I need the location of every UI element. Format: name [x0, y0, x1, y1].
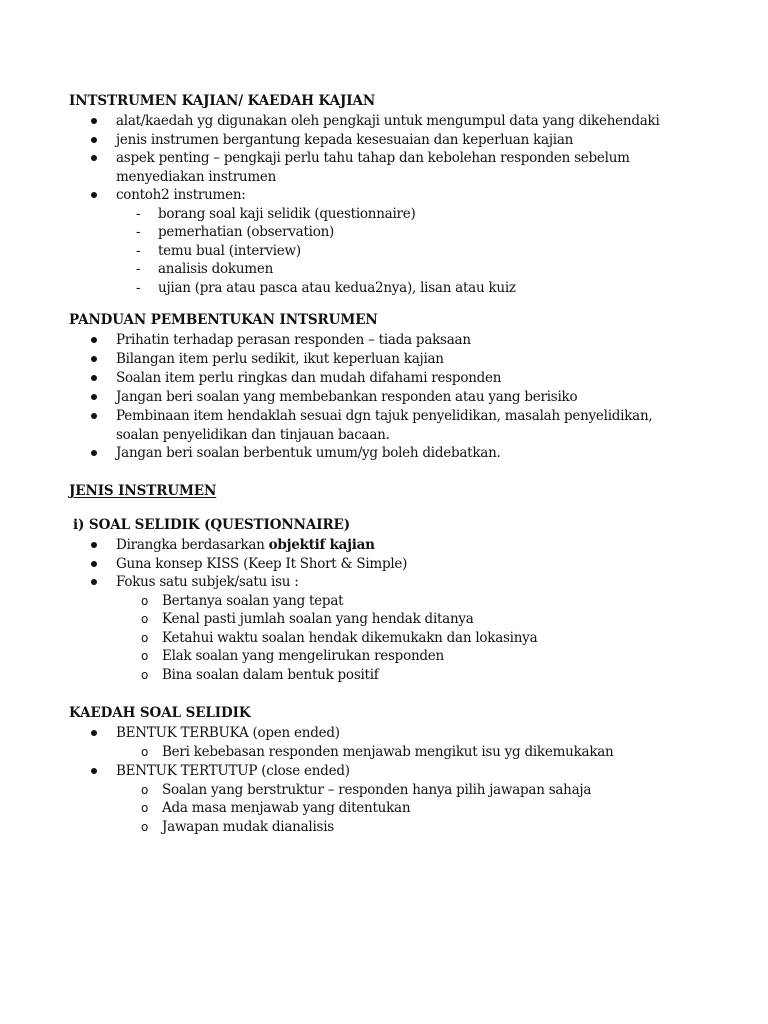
circle-marker: o: [141, 801, 149, 815]
circle-marker: o: [141, 782, 149, 797]
sublist-item: o Ada masa menjawab yang ditentukan: [141, 800, 411, 816]
sublist-item: o Elak soalan yang mengelirukan responden: [141, 648, 444, 664]
bullet-icon: [91, 337, 97, 343]
list-item: Guna konsep KISS (Keep It Short & Simple): [0, 555, 676, 574]
list-item: Pembinaan item hendaklah sesuai dgn tajuk penyelidikan, masalah penyelidikan, soalan penyelidikan dan tinjauan bacaan.: [0, 407, 676, 444]
bullet-icon: [91, 394, 97, 400]
sublist-item: o Kenal pasti jumlah soalan yang hendak ditanya: [141, 611, 474, 627]
list-item: contoh2 instrumen: - borang soal kaji selidik (questionnaire) - pemerhatian (observation) - temu bual (interview) - analisis dokumen - ujian (pra atau pasca atau kedua2nya), lisan atau kuiz: [0, 186, 676, 297]
bullet-icon: [91, 561, 97, 567]
sublist-item: o Ketahui waktu soalan hendak dikemukakn dan lokasinya: [141, 629, 538, 646]
circle-marker: o: [141, 744, 149, 759]
sublist-item: o Bina soalan dalam bentuk positif: [141, 666, 379, 683]
list-item: Fokus satu subjek/satu isu : o Bertanya soalan yang tepat o Kenal pasti jumlah soalan yang hendak ditanya o Ketahui waktu soalan hendak dikemukakn dan lokasinya o Elak soalan yang mengelirukan responden o Bina soalan dalam bentuk positif: [0, 573, 676, 684]
circle-marker: o: [141, 630, 149, 645]
sublist-item: o Soalan yang berstruktur – responden hanya pilih jawapan sahaja: [141, 781, 592, 798]
dash-marker: -: [136, 242, 141, 259]
heading-soal-selidik: i) SOAL SELIDIK (QUESTIONNAIRE): [73, 517, 351, 533]
circle-marker: o: [141, 593, 149, 608]
sublist-item: - temu bual (interview): [136, 242, 301, 259]
bullet-icon: [91, 155, 97, 161]
sublist-item: o Jawapan mudak dianalisis: [141, 818, 334, 835]
bullet-icon: [91, 542, 97, 548]
bullet-icon: [91, 118, 97, 124]
sublist-item: - borang soal kaji selidik (questionnaire): [136, 205, 416, 222]
bullet-icon: [91, 356, 97, 362]
list-item: BENTUK TERBUKA (open ended) o Beri kebebasan responden menjawab mengikut isu yg dikemukakan: [0, 724, 676, 761]
sublist-tertutup: [116, 781, 676, 837]
bullet-icon: [91, 768, 97, 774]
bullet-icon: [91, 450, 97, 456]
list-item: Jangan beri soalan yang membebankan responden atau yang berisiko: [0, 388, 676, 407]
heading-instrumen-kajian: INTSTRUMEN KAJIAN/ KAEDAH KAJIAN: [69, 93, 376, 109]
circle-marker: o: [141, 612, 149, 626]
list-item: Dirangka berdasarkan objektif kajian: [0, 536, 676, 555]
sublist-item: - pemerhatian (observation): [136, 224, 335, 240]
bullet-icon: [91, 375, 97, 381]
sublist-fokus: [116, 592, 676, 685]
list-panduan-pembentukan: [0, 331, 768, 463]
dash-marker: -: [136, 261, 141, 277]
sublist-terbuka: [116, 743, 676, 762]
list-item: Jangan beri soalan berbentuk umum/yg boleh didebatkan.: [0, 444, 676, 463]
circle-marker: o: [141, 667, 149, 682]
bullet-icon: [91, 137, 97, 143]
dash-marker: -: [136, 224, 141, 240]
dash-marker: -: [136, 205, 141, 222]
sublist-item: - ujian (pra atau pasca atau kedua2nya), lisan atau kuiz: [136, 279, 516, 296]
sublist-item: o Beri kebebasan responden menjawab mengikut isu yg dikemukakan: [141, 743, 614, 760]
list-item: aspek penting – pengkaji perlu tahu tahap dan kebolehan responden sebelum menyediakan instrumen: [0, 149, 676, 186]
list-item: Soalan item perlu ringkas dan mudah difahami responden: [0, 369, 676, 388]
list-item: BENTUK TERTUTUP (close ended) o Soalan yang berstruktur – responden hanya pilih jawapan sahaja o Ada masa menjawab yang ditentukan o Jawapan mudak dianalisis: [0, 762, 676, 836]
dash-marker: -: [136, 279, 141, 296]
bullet-icon: [91, 192, 97, 198]
list-item: Prihatin terhadap perasan responden – tiada paksaan: [0, 331, 676, 350]
circle-marker: o: [141, 819, 149, 834]
bullet-icon: [91, 413, 97, 419]
list-item: Bilangan item perlu sedikit, ikut keperluan kajian: [0, 350, 676, 369]
list-kaedah-soal-selidik: [0, 724, 768, 836]
heading-kaedah-soal-selidik: KAEDAH SOAL SELIDIK: [69, 705, 251, 721]
list-soal-selidik: [0, 536, 768, 684]
heading-panduan-pembentukan: PANDUAN PEMBENTUKAN INTSRUMEN: [69, 312, 378, 328]
list-item: jenis instrumen bergantung kepada kesesuaian dan keperluan kajian: [0, 131, 676, 150]
sublist-item: - analisis dokumen: [136, 261, 274, 277]
list-instrumen-kajian: [0, 112, 768, 297]
bullet-icon: [91, 579, 97, 585]
circle-marker: o: [141, 649, 149, 663]
bullet-icon: [91, 730, 97, 736]
list-item: alat/kaedah yg digunakan oleh pengkaji untuk mengumpul data yang dikehendaki: [0, 112, 676, 131]
sublist-contoh-instrumen: [112, 205, 676, 298]
heading-jenis-instrumen: JENIS INSTRUMEN: [69, 483, 217, 499]
sublist-item: o Bertanya soalan yang tepat: [141, 592, 344, 609]
